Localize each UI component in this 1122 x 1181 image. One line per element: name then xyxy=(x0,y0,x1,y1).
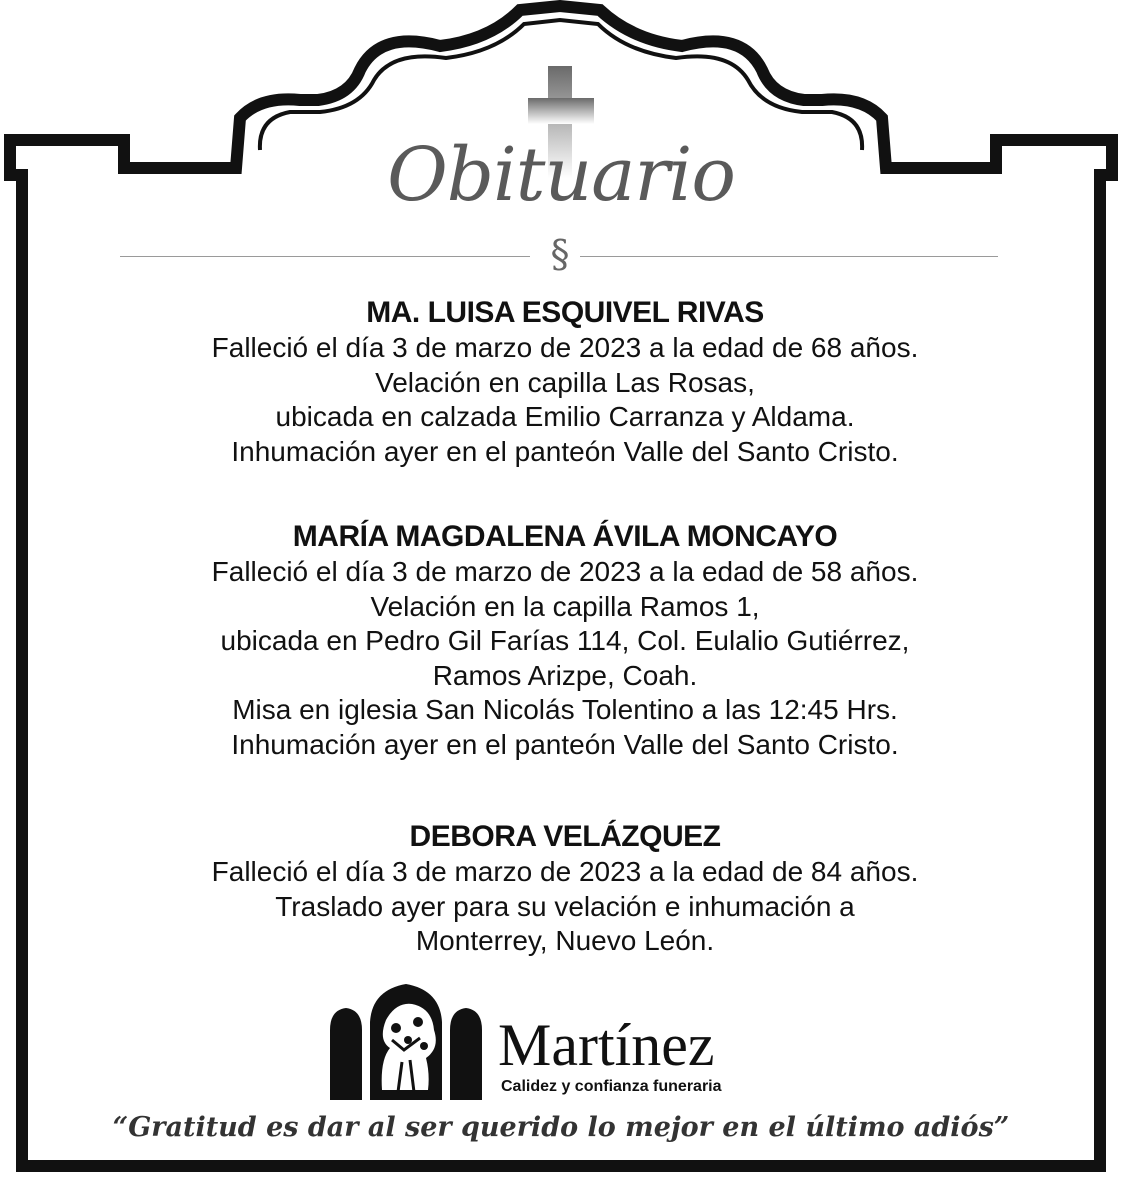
deceased-name: MARÍA MAGDALENA ÁVILA MONCAYO xyxy=(292,520,838,553)
deceased-name: MA. LUISA ESQUIVEL RIVAS xyxy=(366,296,764,329)
obituary-entry xyxy=(100,294,1030,469)
motto-quote: “Gratitud es dar al ser querido lo mejor en el último adiós” xyxy=(112,1112,1010,1143)
entry-line: Inhumación ayer en el panteón Valle del Santo Cristo. xyxy=(231,728,899,760)
entry-line: Inhumación ayer en el panteón Valle del Santo Cristo. xyxy=(231,435,899,467)
entry-line: Falleció el día 3 de marzo de 2023 a la edad de 84 años. xyxy=(211,856,919,887)
entry-line: Velación en capilla Las Rosas, xyxy=(375,366,755,398)
divider-right xyxy=(580,256,998,257)
funeral-home-tagline: Calidez y confianza funeraria xyxy=(501,1078,722,1095)
entry-line: Falleció el día 3 de marzo de 2023 a la edad de 58 años. xyxy=(211,556,919,587)
page-title: Obituario xyxy=(387,132,735,218)
entry-line: Velación en la capilla Ramos 1, xyxy=(370,590,760,622)
entry-line: Monterrey, Nuevo León. xyxy=(415,925,715,956)
divider-left xyxy=(120,256,530,257)
obituary-entry xyxy=(100,518,1030,762)
entry-line: Misa en iglesia San Nicolás Tolentino a las 12:45 Hrs. xyxy=(232,694,898,725)
deceased-name: DEBORA VELÁZQUEZ xyxy=(409,820,721,853)
entry-line: ubicada en Pedro Gil Farías 114, Col. Eulalio Gutiérrez, xyxy=(220,625,910,656)
obituary-entry xyxy=(100,818,1030,959)
entry-line: Traslado ayer para su velación e inhumación a xyxy=(275,890,855,922)
entry-line: Falleció el día 3 de marzo de 2023 a la edad de 68 años. xyxy=(211,332,919,363)
entry-line: ubicada en calzada Emilio Carranza y Aldama. xyxy=(275,401,855,432)
entry-line: Ramos Arizpe, Coah. xyxy=(432,659,698,691)
section-ornament-icon: § xyxy=(550,232,570,276)
chapel-tree-logo-icon xyxy=(330,984,482,1100)
funeral-home-name: Martínez xyxy=(498,1012,715,1078)
